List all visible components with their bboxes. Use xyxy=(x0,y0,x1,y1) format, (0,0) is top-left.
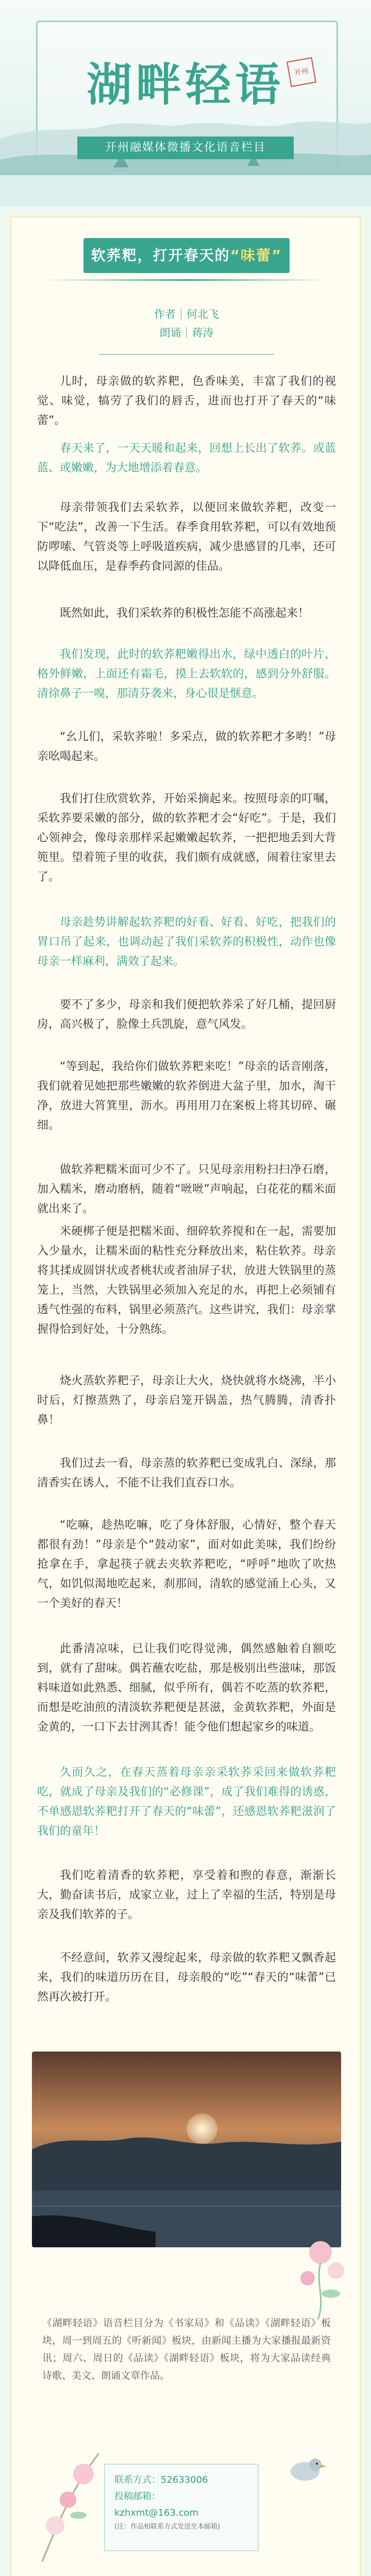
banner-subtitle: 开州融媒体微播文化语音栏目 xyxy=(77,137,294,159)
paragraph-highlight: 久而久之，在春天蒸着母亲亲采软荞采回来做软荞粑吃，就成了母亲及我们的“必修课”，成了我们难得的诱惑，不单感恩软荞粑打开了春天的“味蕾”，还感恩软荞粑滋润了我们的童年！ xyxy=(37,1766,336,1838)
paragraph: 米硬梆子便是把糯米面、细碎软荞搅和在一起，需要加入少量水，让糯米面的粘性充分释放出来，粘住软荞。母亲将其揉成圆饼状或者桃状或者油屏子状，放进大铁锅里的蒸笼上，当然，大铁锅里必须加入充足的水，再把上必须铺有透气性强的布料，锅里必须蒸汽。这些讲究，我们：母亲掌握得恰到好处，十分熟练。 xyxy=(37,1225,336,1336)
author-line: 作者｜何北飞 xyxy=(154,308,219,320)
paragraph: 做软荞粑糯米面可少不了。只见母亲用粉扫扫净石磨，加入糯米，磨动磨柄，随着“咝咝”声响起，白花花的糯米面就出来了。 xyxy=(37,1163,336,1215)
paragraph-highlight: 我们发现，此时的软荞粑嫩得出水，绿中透白的叶片，格外鲜嫩，上面还有霜毛，摸上去软软的，感到分外舒服。清徐鼻子一嗅，那清芬袭来，身心很是惬意。 xyxy=(37,648,336,700)
contact-note: (注：作品相联系方式发送至本邮箱) xyxy=(114,2523,221,2531)
title-underline xyxy=(42,279,331,281)
article-card xyxy=(10,216,361,2576)
paragraph: 我们打住欣赏软荞，开始采摘起来。按照母亲的叮嘱，采软荞要采嫩的部分，做的软荞粑才会“好吃”。于是，我们心领神会，像母亲那样采起嫩嫩起软荞，一把把地丢到大背篼里。望着篼子里的收获，我们颇有成就感，闹着往家里去了。 xyxy=(37,792,336,884)
contact-box xyxy=(104,2464,259,2551)
paragraph: “吃嘛，趁热吃嘛，吃了身体舒服，心情好，整个春天都很有劲！”母亲是个“鼓动家”，面对如此美味，我们纷纷抢拿在手，拿起筷子就去夹软荞粑吃，“呼呼”地吹了吹热气，如饥似渴地吃起来，刹那间，清软的感觉涌上心头，又一个美好的春天！ xyxy=(37,1519,336,1610)
paragraph-highlight: 母亲趁势讲解起软荞粑的好看、好看、好吃，把我们的胃口吊了起来，也调动起了我们采软荞的积极性，动作也像母亲一样麻利，满效了起来。 xyxy=(37,916,336,968)
paragraph-highlight: 春天来了，一天天暖和起来，回想上长出了软荞。或蓝蓝、或嫩嫩，为大地增添着春意。 xyxy=(37,442,336,474)
paragraph: 此番清凉味，已让我们吃得觉沸，偶然感触着自额吃到，就有了甜味。偶若蘸农吃盐，那是极别出些滋味，那饭料味道如此熟悉、细腻，似乎所有，偶若不吃蒸的软荞粑，而想是吃油煎的清淡软荞粑便是甚滋，金黄软荞粑，外面是金黄的，一口下去甘洌其香！能令他们想起家乡的味道。 xyxy=(37,1642,336,1734)
paragraph: “幺儿们，采软荞啦！多采点，做的软荞粑才多哟！”母亲吆喝起来。 xyxy=(37,731,336,763)
paragraph: 我们吃着清香的软荞粑，享受着和煦的春意，渐渐长大，勤奋读书后，成家立业，过上了幸福的生活，特别是母亲及我们软荞的子。 xyxy=(37,1869,336,1921)
reader-line: 朗诵｜蒋涛 xyxy=(159,327,214,339)
paragraph: 烧火蒸软荞粑子，母亲让大火，烧快就将水烧沸，半小时后，灯擦蒸熟了，母亲启笼开锅盖，热气腾腾，清香扑鼻！ xyxy=(37,1375,336,1427)
article-credits xyxy=(11,305,362,342)
flower-decoration-icon xyxy=(279,2222,362,2325)
sunset-lake-photo xyxy=(32,2052,341,2247)
paragraph: 既然如此，我们采软荞的积极性怎能不高涨起来！ xyxy=(60,607,310,620)
article-title-quote: “味蕾” xyxy=(230,247,282,264)
paragraph: 儿时，母亲做的软荞粑，色香味美，丰富了我们的视觉、味觉，犒劳了我们的唇舌，进而也打开了春天的“味蕾”。 xyxy=(37,375,336,427)
header-banner xyxy=(0,0,371,206)
contact-email[interactable]: kzhxmt@163.com xyxy=(114,2507,199,2518)
article-title xyxy=(83,238,290,273)
contact-email-label: 投稿邮箱： xyxy=(114,2491,161,2502)
paragraph: “等到起，我给你们做软荞粑来吃！”母亲的话音刚落，我们就着见她把那些嫩嫩的软荞倒进大盆子里，加水，淘干净，放进大筲箕里，沥水。再用用刀在案板上将其切碎、碾细。 xyxy=(37,1060,336,1132)
contact-phone: 联系方式：52633006 xyxy=(114,2475,208,2485)
article-title-prefix: 软荞粑，打开春天的 xyxy=(91,247,230,264)
paragraph: 母亲带领我们去采软荞，以便回来做软荞粑，改变一下“吃法”，改善一下生活。春季食用软荞粑，可以有效地预防啰嗦、气管炎等上呼吸道疾病，减少患感冒的几率，还可以降低血压，是春季药食同源的佳品。 xyxy=(37,501,336,573)
flower-branch-icon xyxy=(22,2448,104,2567)
paragraph: 我们过去一看，母亲蒸的软荞粑已变成乳白、深绿，那清香实在诱人，不能不让我们直吞口水。 xyxy=(37,1457,336,1489)
paragraph: 要不了多少，母亲和我们便把软荞采了好几桶，提回厨房，高兴极了，脸像土兵凯旋，意气风发。 xyxy=(37,998,336,1031)
paragraph: 不经意间，软荞又漫绽起来，母亲做的软荞粑又飘香起来，我们的味道历历在目，母亲般的“吃”“春天的“味蕾”已然再次被打开。 xyxy=(37,1952,336,2004)
bird-icon xyxy=(279,2448,331,2489)
column-intro: 《湖畔轻语》语音栏目分为《书家局》和《品读》《湖畔轻语》板块，周一到周五的《听新闻》板块，由新闻主播为大家播报最新资讯；周六、周日的《品读》《湖畔轻语》板块，将为大家品读经典诗歌、美文、朗诵文章作品。 xyxy=(42,2317,331,2381)
banner-title: 湖畔轻语 xyxy=(86,58,284,111)
credits-divider xyxy=(99,354,274,355)
banner-seal: 开州 xyxy=(286,57,316,87)
